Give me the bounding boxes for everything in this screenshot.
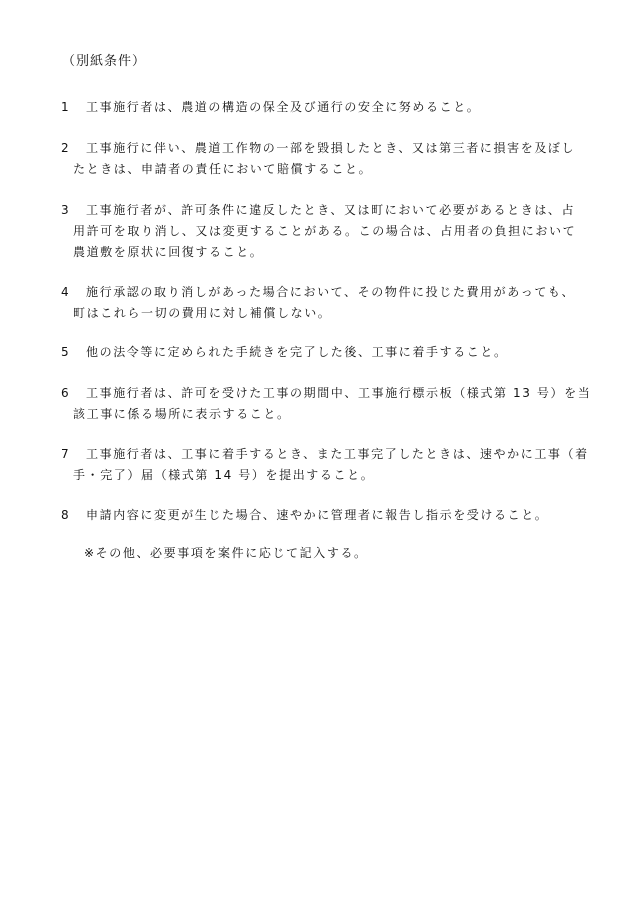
- clause-line: 手・完了）届（様式第 14 号）を提出すること。: [73, 468, 375, 482]
- clause-line: 工事施行者は、許可を受けた工事の期間中、工事施行標示板（様式第 13 号）を当: [86, 386, 592, 400]
- clause-line: 用許可を取り消し、又は変更することがある。この場合は、占用者の負担において: [73, 224, 577, 238]
- clause-line: 農道敷を原状に回復すること。: [73, 245, 264, 259]
- clause-number: 2: [61, 141, 71, 155]
- clause-number: 8: [61, 508, 71, 522]
- clause-number: 5: [61, 345, 71, 359]
- clause-line: 他の法令等に定められた手続きを完了した後、工事に着手すること。: [86, 345, 508, 359]
- clause-line: 工事施行者が、許可条件に違反したとき、又は町において必要があるときは、占: [86, 203, 576, 217]
- clause-line: 申請内容に変更が生じた場合、速やかに管理者に報告し指示を受けること。: [86, 508, 549, 522]
- footnote: ※その他、必要事項を案件に応じて記入する。: [84, 546, 368, 560]
- clause-line: 工事施行者は、農道の構造の保全及び通行の安全に努めること。: [86, 100, 481, 114]
- clause-line: 工事施行に伴い、農道工作物の一部を毀損したとき、又は第三者に損害を及ぼし: [86, 141, 576, 155]
- clause-line: 施行承認の取り消しがあった場合において、その物件に投じた費用があっても、: [86, 285, 576, 299]
- clause-number: 3: [61, 203, 71, 217]
- clause-line: 工事施行者は、工事に着手するとき、また工事完了したときは、速やかに工事（着: [86, 447, 589, 461]
- clause-number: 7: [61, 447, 71, 461]
- clause-number: 1: [61, 100, 71, 114]
- clause-line: たときは、申請者の責任において賠償すること。: [73, 162, 373, 176]
- clause-number: 4: [61, 285, 71, 299]
- clause-line: 該工事に係る場所に表示すること。: [73, 407, 291, 421]
- clause-line: 町はこれら一切の費用に対し補償しない。: [73, 306, 332, 320]
- document-heading: （別紙条件）: [62, 54, 147, 69]
- clause-number: 6: [61, 386, 71, 400]
